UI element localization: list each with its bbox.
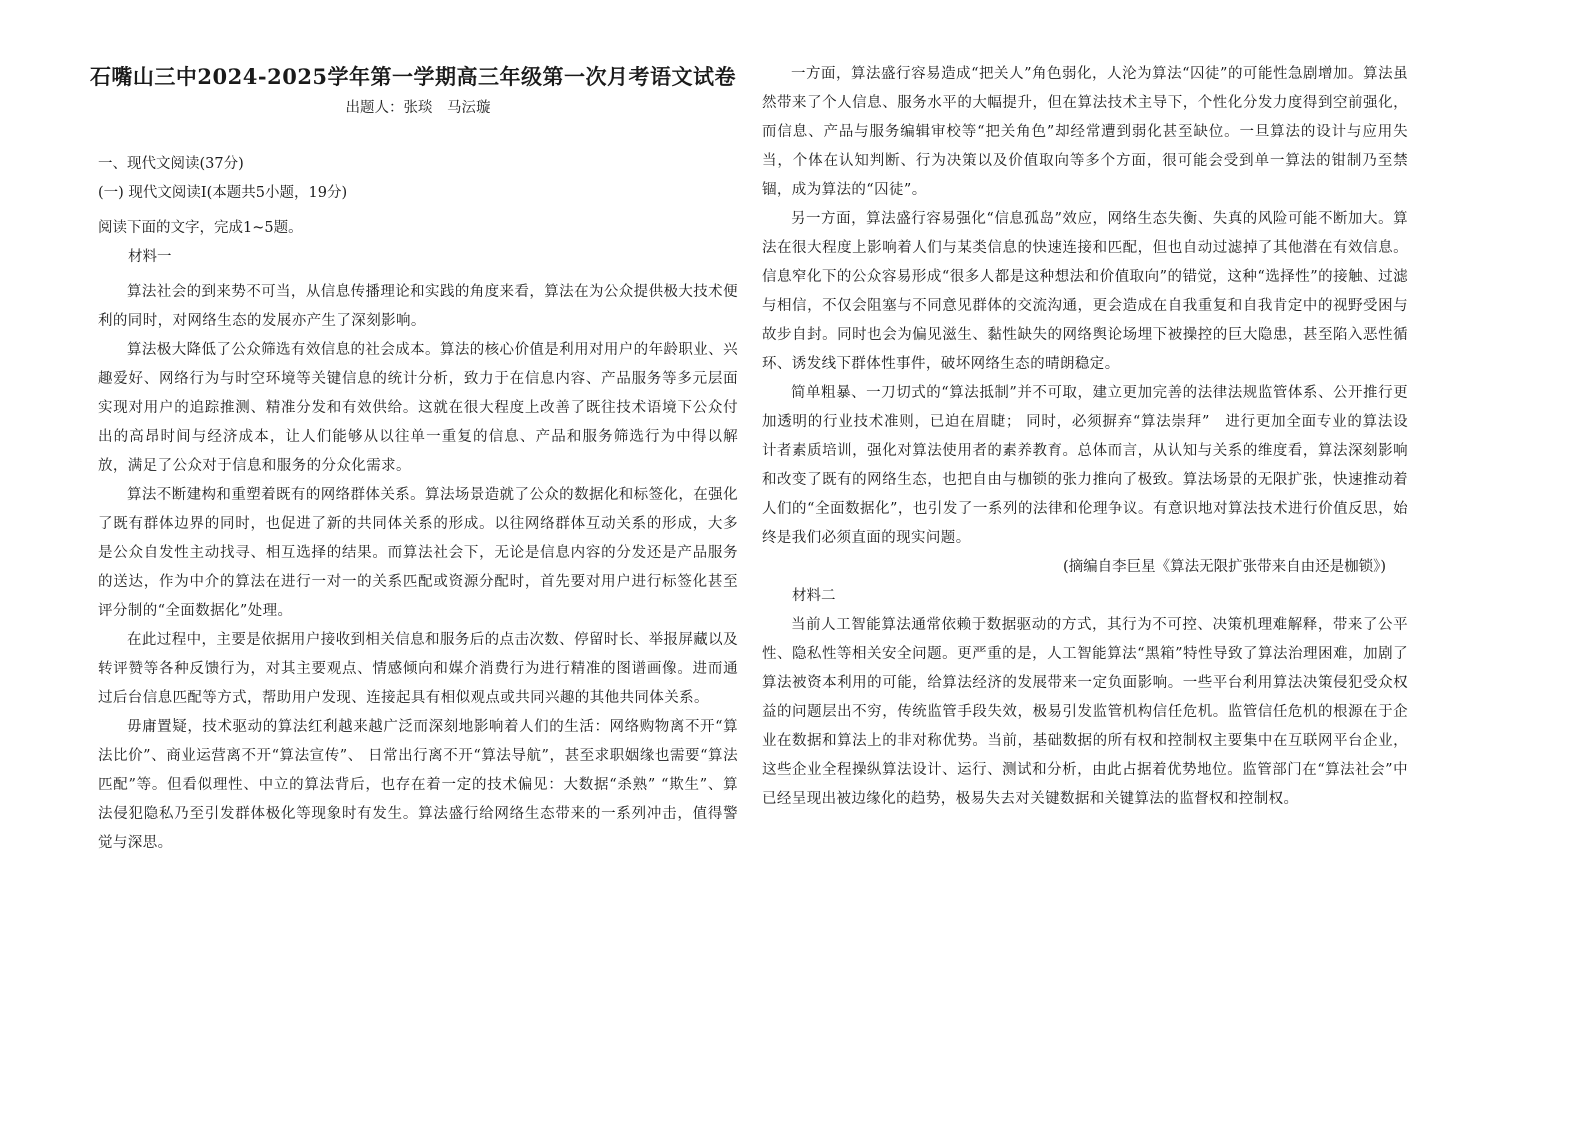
material-1-paragraph: 算法极大降低了公众筛选有效信息的社会成本。算法的核心价值是利用对用户的年龄职业、兴趣爱好、网络行为与时空环境等关键信息的统计分析，致力于在信息内容、产品服务等多元层面实现对用户的追踪推测、精准分发和有效供给。这就在很大程度上改善了既往技术语境下公众付出的高昂时间与经济成本，让人们能够从以往单一重复的信息、产品和服务筛选行为中得以解放，满足了公众对于信息和服务的分众化需求。	[98, 342, 738, 474]
section-heading: 一、现代文阅读(37分)	[98, 156, 244, 172]
exam-title: 石嘴山三中2024-2025学年第一学期高三年级第一次月考语文试卷	[89, 64, 737, 89]
right-column	[762, 60, 1408, 814]
material-1-paragraph: 简单粗暴、一刀切式的“算法抵制”并不可取，建立更加完善的法律法规监管体系、公开推行更加透明的行业技术准则，已迫在眉睫； 同时，必须摒弃“算法崇拜” 进行更加全面专业的算法设计者素质培训，强化对算法使用者的素养教育。总体而言，从认知与关系的维度看，算法深刻影响和改变了既有的网络生态，也把自由与枷锁的张力推向了极致。算法场景的无限扩张，快速推动着人们的“全面数据化”，也引发了一系列的法律和伦理争议。有意识地对算法技术进行价值反思，始终是我们必须直面的现实问题。	[762, 385, 1408, 546]
material-2-paragraph: 当前人工智能算法通常依赖于数据驱动的方式，其行为不可控、决策机理难解释，带来了公平性、隐私性等相关安全问题。更严重的是，人工智能算法“黑箱”特性导致了算法治理困难，加剧了算法被资本利用的可能，给算法经济的发展带来一定负面影响。一些平台利用算法决策侵犯受众权益的问题层出不穷，传统监管手段失效，极易引发监管机构信任危机。监管信任危机的根源在于企业在数据和算法上的非对称优势。当前，基础数据的所有权和控制权主要集中在互联网平台企业，这些企业全程操纵算法设计、运行、测试和分析，由此占据着优势地位。监管部门在“算法社会”中已经呈现出被边缘化的趋势，极易失去对关键数据和关键算法的监督权和控制权。	[762, 617, 1408, 807]
material-1-paragraph: 算法社会的到来势不可当，从信息传播理论和实践的角度来看，算法在为公众提供极大技术便利的同时，对网络生态的发展亦产生了深刻影响。	[98, 284, 738, 329]
material-1-label: 材料一	[128, 249, 172, 265]
material-1-source: (摘编自李巨星《算法无限扩张带来自由还是枷锁》)	[1062, 559, 1386, 575]
reading-instruction: 阅读下面的文字，完成1~5题。	[98, 220, 303, 236]
material-1-paragraph: 算法不断建构和重塑着既有的网络群体关系。算法场景造就了公众的数据化和标签化，在强化了既有群体边界的同时，也促进了新的共同体关系的形成。以往网络群体互动关系的形成，大多是公众自发性主动找寻、相互选择的结果。而算法社会下，无论是信息内容的分发还是产品服务的送达，作为中介的算法在进行一对一的关系匹配或资源分配时，首先要对用户进行标签化甚至评分制的“全面数据化”处理。	[98, 487, 738, 619]
material-1-paragraph: 另一方面，算法盛行容易强化“信息孤岛”效应，网络生态失衡、失真的风险可能不断加大。算法在很大程度上影响着人们与某类信息的快速连接和匹配，但也自动过滤掉了其他潜在有效信息。信息窄化下的公众容易形成“很多人都是这种想法和价值取向”的错觉，这种“选择性”的接触、过滤与相信，不仅会阻塞与不同意见群体的交流沟通，更会造成在自我重复和自我肯定中的视野受困与故步自封。同时也会为偏见滋生、黏性缺失的网络舆论场埋下被操控的巨大隐患，甚至陷入恶性循环、诱发线下群体性事件，破坏网络生态的晴朗稳定。	[762, 211, 1408, 372]
material-1-paragraph: 毋庸置疑，技术驱动的算法红利越来越广泛而深刻地影响着人们的生活：网络购物离不开“算法比价”、商业运营离不开“算法宣传”、 日常出行离不开“算法导航”，甚至求职姻缘也需要“算法匹配”等。但看似理性、中立的算法背后，也存在着一定的技术偏见：大数据“杀熟” “欺生”、算法侵犯隐私乃至引发群体极化等现象时有发生。算法盛行给网络生态带来的一系列冲击，值得警觉与深思。	[98, 719, 738, 851]
material-1-paragraph: 在此过程中，主要是依据用户接收到相关信息和服务后的点击次数、停留时长、举报屏藏以及转评赞等各种反馈行为，对其主要观点、情感倾向和媒介消费行为进行精准的图谱画像。进而通过后台信息匹配等方式，帮助用户发现、连接起具有相似观点或共同兴趣的其他共同体关系。	[98, 632, 738, 706]
exam-author: 出题人：张琰 马沄璇	[345, 100, 491, 116]
material-2-label: 材料二	[792, 588, 836, 604]
left-column	[89, 60, 738, 858]
subsection-heading: (一) 现代文阅读Ⅰ(本题共5小题，19分)	[98, 185, 348, 201]
material-1-paragraph: 一方面，算法盛行容易造成“把关人”角色弱化，人沦为算法“囚徒”的可能性急剧增加。算法虽然带来了个人信息、服务水平的大幅提升，但在算法技术主导下，个性化分发力度得到空前强化，而信息、产品与服务编辑审校等“把关角色”却经常遭到弱化甚至缺位。一旦算法的设计与应用失当，个体在认知判断、行为决策以及价值取向等多个方面，很可能会受到单一算法的钳制乃至禁锢，成为算法的“囚徒”。	[762, 66, 1408, 198]
